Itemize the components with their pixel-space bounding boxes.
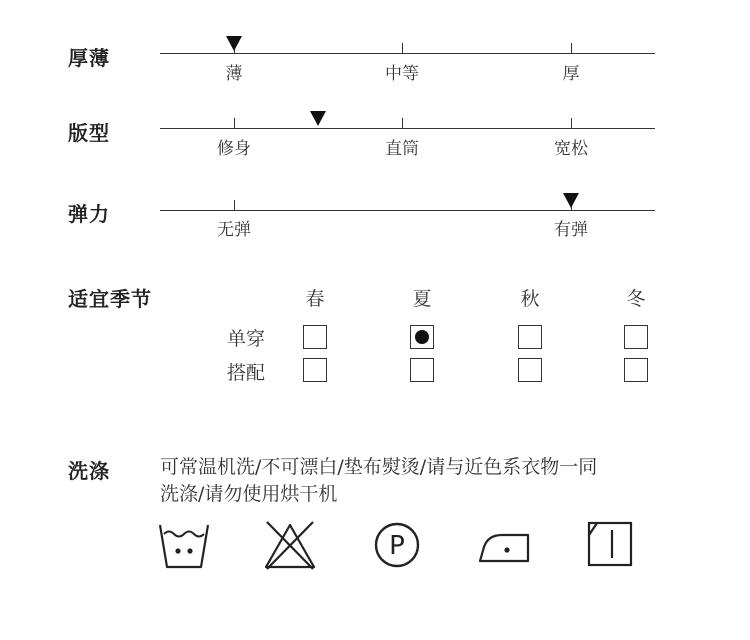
- elasticity-tick-label: 无弹: [217, 220, 251, 240]
- thickness-marker: [226, 36, 242, 51]
- wash-tub-icon: [156, 517, 212, 573]
- season-spring: 春: [305, 288, 325, 310]
- season-checkbox[interactable]: [518, 325, 542, 349]
- fit-tick-label: 直筒: [385, 139, 419, 159]
- checked-dot: [415, 330, 429, 344]
- season-checkbox[interactable]: [410, 325, 434, 349]
- wash-instructions-line2: 洗涤/请勿使用烘干机: [160, 483, 338, 505]
- wear-alone-label: 单穿: [227, 328, 266, 350]
- season-checkbox[interactable]: [624, 358, 648, 382]
- fit-marker: [310, 111, 326, 126]
- no-bleach-icon: [262, 517, 318, 573]
- elasticity-marker: [563, 193, 579, 208]
- elasticity-tick: [234, 200, 235, 210]
- season-checkbox[interactable]: [518, 358, 542, 382]
- thickness-scale-line: [160, 53, 655, 54]
- season-checkbox[interactable]: [303, 325, 327, 349]
- wear-layered-label: 搭配: [227, 362, 266, 384]
- elasticity-scale-line: [160, 210, 655, 211]
- fit-tick-label: 宽松: [554, 139, 588, 159]
- season-winter: 冬: [626, 288, 646, 310]
- line-dry-icon: [583, 517, 639, 573]
- fit-label: 版型: [68, 121, 110, 145]
- fit-tick-label: 修身: [217, 139, 251, 159]
- season-checkbox[interactable]: [624, 325, 648, 349]
- season-checkbox[interactable]: [410, 358, 434, 382]
- season-autumn: 秋: [520, 288, 540, 310]
- thickness-tick-label: 薄: [225, 64, 243, 84]
- wash-instructions-line1: 可常温机洗/不可漂白/垫布熨烫/请与近色系衣物一同: [160, 456, 598, 478]
- elasticity-tick-label: 有弹: [554, 220, 588, 240]
- thickness-tick-label: 中等: [385, 64, 419, 84]
- season-checkbox[interactable]: [303, 358, 327, 382]
- thickness-label: 厚薄: [68, 46, 110, 70]
- fit-scale-line: [160, 128, 655, 129]
- season-label: 适宜季节: [68, 287, 152, 311]
- dry-clean-p-icon: [369, 517, 425, 573]
- thickness-tick-label: 厚: [562, 64, 580, 84]
- iron-icon: [476, 517, 532, 573]
- season-summer: 夏: [412, 288, 432, 310]
- elasticity-label: 弹力: [68, 202, 110, 226]
- wash-label: 洗涤: [68, 459, 110, 483]
- fit-tick: [402, 118, 403, 128]
- fit-tick: [234, 118, 235, 128]
- wash-instructions: [160, 454, 700, 508]
- thickness-tick: [402, 43, 403, 53]
- thickness-tick: [571, 43, 572, 53]
- svg-text:P: P: [389, 531, 405, 561]
- fit-tick: [571, 118, 572, 128]
